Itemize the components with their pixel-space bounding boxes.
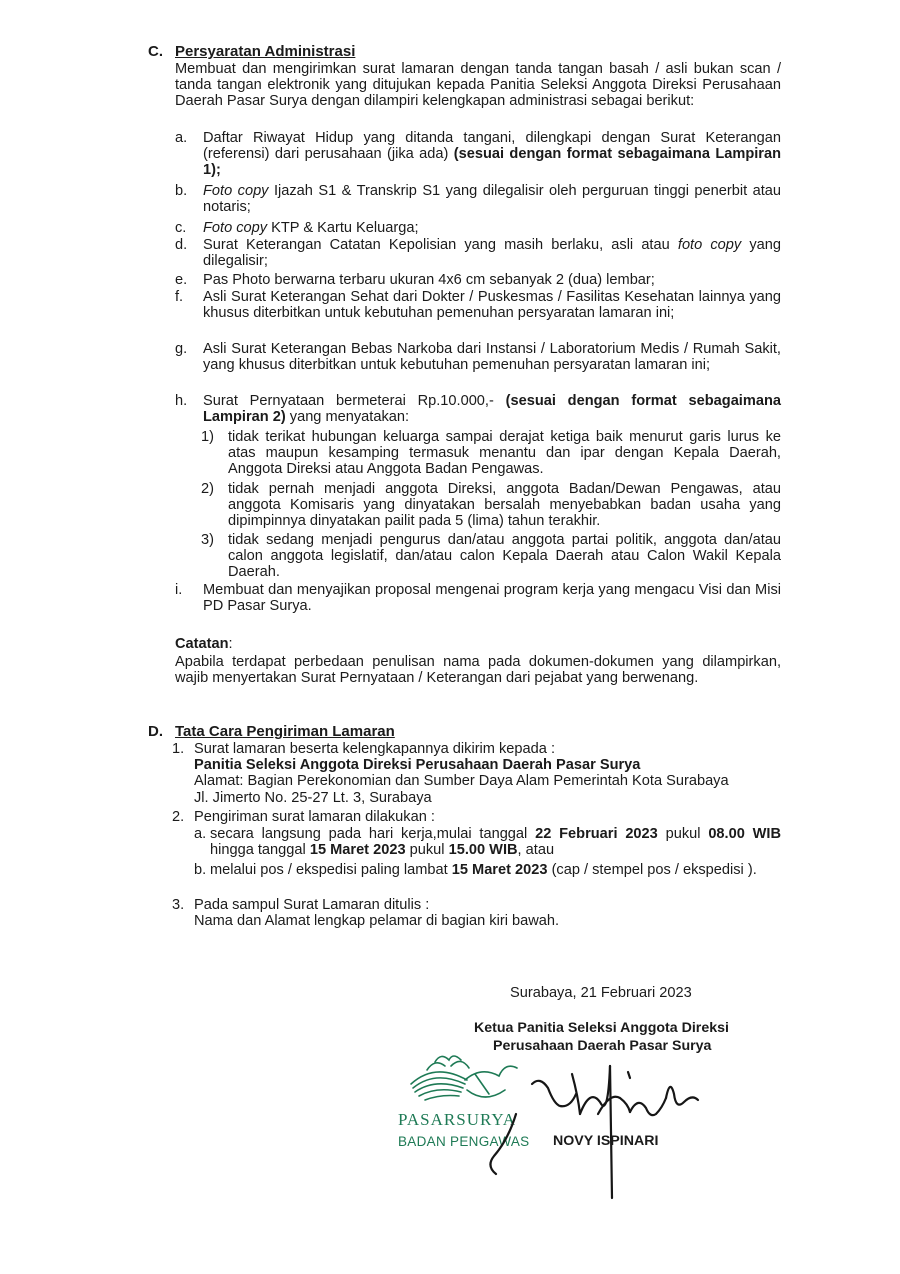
- list-marker: e.: [175, 272, 188, 288]
- text: melalui pos / ekspedisi paling lambat: [210, 862, 448, 878]
- list-item-text: Daftar Riwayat Hidup yang ditanda tangani, dilengkapi dengan Surat Keterangan (referensi) dari perusahaan (jika ada): [203, 130, 781, 163]
- section-c-letter: C.: [148, 43, 163, 60]
- list-item-a: [175, 130, 781, 179]
- step-3: [172, 897, 784, 929]
- note-title: Catatan: [175, 636, 229, 652]
- list-item-text-2: yang dilegalisir;: [203, 237, 782, 270]
- section-c-heading: [148, 44, 355, 60]
- list-item-text: KTP & Kartu Keluarga;: [271, 220, 419, 236]
- handwritten-signature-icon: [470, 1052, 720, 1202]
- step-marker: 3.: [172, 897, 185, 913]
- sub-item-h2: [201, 481, 781, 530]
- list-marker: h.: [175, 393, 188, 409]
- step-3-text-2: Nama dan Alamat lengkap pelamar di bagian kiri bawah.: [194, 913, 560, 930]
- sub-item-h3: [201, 532, 781, 581]
- step-2a: [194, 826, 781, 858]
- section-c-title: Persyaratan Administrasi: [175, 43, 356, 60]
- sub-item-text: tidak sedang menjadi pengurus dan/atau anggota partai politik, anggota dan/atau calon anggota legislatif, dan/atau calon Kepala Daerah atau Calon Wakil Kepala Daerah.: [228, 532, 781, 581]
- list-item-text: Ijazah S1 & Transkrip S1 yang dilegalisir oleh perguruan tinggi penerbit atau notaris;: [203, 183, 781, 216]
- text: , atau: [517, 842, 555, 859]
- list-item-bold: (sesuai dengan format sebagaimana Lampiran 2): [203, 393, 781, 426]
- list-item-bold: (sesuai dengan format sebagaimana Lampiran 1);: [203, 146, 782, 179]
- list-item-text: Surat Keterangan Catatan Kepolisian yang masih berlaku, asli atau: [203, 237, 670, 253]
- list-marker: i.: [175, 582, 183, 598]
- list-item-text: Membuat dan menyajikan proposal mengenai program kerja yang mengacu Visi dan Misi PD Pasar Surya.: [203, 582, 781, 615]
- step-1: [172, 741, 784, 806]
- text: secara langsung pada hari kerja,mulai tanggal: [210, 826, 528, 842]
- step-2-text: Pengiriman surat lamaran dilakukan :: [194, 809, 435, 825]
- note-text: Apabila terdapat perbedaan penulisan nama pada dokumen-dokumen yang dilampirkan, wajib menyertakan Surat Pernyataan / Keterangan dari pejabat yang berwenang.: [175, 654, 781, 687]
- addressee: Panitia Seleksi Anggota Direksi Perusahaan Daerah Pasar Surya: [194, 757, 641, 774]
- sub-item-text: tidak pernah menjadi anggota Direksi, anggota Badan/Dewan Pengawas, atau anggota Komisaris yang dinyatakan bersalah menyebabkan badan usaha yang dipimpinnya dinyatakan pailit pada 5 (lima) tahun terakhir.: [228, 481, 781, 530]
- section-c-intro: Membuat dan mengirimkan surat lamaran dengan tanda tangan basah / asli bukan scan / tanda tangan elektronik yang ditujukan kepada Panitia Seleksi Anggota Direksi Perusahaan Daerah Pasar Surya dengan dilampiri kelengkapan administrasi sebagai berikut:: [175, 61, 781, 110]
- list-marker: c.: [175, 220, 187, 236]
- step-marker: 1.: [172, 741, 185, 757]
- list-item-e: [175, 272, 781, 288]
- list-item-italic: foto copy: [677, 237, 742, 253]
- sub-item-h1: [201, 429, 781, 478]
- note-heading: [175, 636, 233, 652]
- address: Alamat: Bagian Perekonomian dan Sumber Daya Alam Pemerintah Kota Surabaya: [194, 773, 729, 790]
- list-marker: f.: [175, 289, 184, 305]
- list-item-b: [175, 183, 781, 215]
- section-d-title: Tata Cara Pengiriman Lamaran: [175, 723, 395, 740]
- place-date: Surabaya, 21 Februari 2023: [510, 985, 692, 1001]
- signer-name: NOVY ISPINARI: [553, 1133, 659, 1149]
- logo-subtitle: BADAN PENGAWAS: [398, 1134, 530, 1149]
- list-item-i: [175, 582, 781, 614]
- deadline: 15 Maret 2023: [451, 862, 548, 878]
- time-end: 15.00 WIB: [448, 842, 518, 859]
- signer-title-line-1: Ketua Panitia Seleksi Anggota Direksi: [474, 1020, 729, 1036]
- list-marker: d.: [175, 237, 188, 253]
- list-item-text: Asli Surat Keterangan Sehat dari Dokter / Puskesmas / Fasilitas Kesehatan lainnya yang khusus diterbitkan untuk kebutuhan pemenuhan persyaratan lamaran ini;: [203, 289, 781, 322]
- section-d-heading: [148, 724, 395, 740]
- sub-marker: a.: [194, 826, 207, 842]
- sub-marker: 3): [201, 532, 214, 548]
- text: pukul: [665, 826, 701, 842]
- list-marker: b.: [175, 183, 188, 199]
- step-1-text: Surat lamaran beserta kelengkapannya dikirim kepada :: [194, 741, 555, 757]
- list-item-g: [175, 341, 781, 373]
- step-3-text: Pada sampul Surat Lamaran ditulis :: [194, 897, 430, 913]
- text: (cap / stempel pos / ekspedisi ).: [551, 862, 757, 878]
- step-marker: 2.: [172, 809, 185, 825]
- step-2: [172, 809, 784, 825]
- text: hingga tanggal: [210, 842, 306, 859]
- list-item-italic: Foto copy: [203, 220, 268, 236]
- sub-marker: b.: [194, 862, 207, 878]
- section-d-letter: D.: [148, 723, 163, 740]
- sub-item-text: tidak terikat hubungan keluarga sampai derajat ketiga baik menurut garis lurus ke atas maupun kesamping termasuk menantu dan ipar dengan Kepala Daerah, Anggota Direksi atau Anggota Badan Pengawas.: [228, 429, 781, 478]
- sub-marker: 2): [201, 481, 214, 497]
- note-colon: :: [228, 636, 233, 652]
- time-start: 08.00 WIB: [708, 826, 782, 842]
- list-item-c: [175, 220, 781, 236]
- list-item-f: [175, 289, 781, 321]
- signer-title-line-2: Perusahaan Daerah Pasar Surya: [493, 1038, 712, 1054]
- street: Jl. Jimerto No. 25-27 Lt. 3, Surabaya: [194, 789, 432, 806]
- list-item-text: Pas Photo berwarna terbaru ukuran 4x6 cm sebanyak 2 (dua) lembar;: [203, 272, 655, 288]
- list-item-d: [175, 237, 781, 269]
- list-item-text: Asli Surat Keterangan Bebas Narkoba dari Instansi / Laboratorium Medis / Rumah Sakit, yang khusus diterbitkan untuk kebutuhan pemenuhan persyaratan lamaran ini;: [203, 341, 781, 374]
- list-marker: g.: [175, 341, 188, 357]
- list-marker: a.: [175, 130, 188, 146]
- date-start: 22 Februari 2023: [535, 826, 658, 842]
- date-end: 15 Maret 2023: [309, 842, 406, 859]
- text: pukul: [409, 842, 445, 859]
- list-item-text-2: yang menyatakan:: [289, 409, 410, 426]
- list-item-h: [175, 393, 781, 425]
- list-item-italic: Foto copy: [203, 183, 269, 199]
- logo-name: PASARSURYA: [398, 1110, 517, 1129]
- list-item-text: Surat Pernyataan bermeterai Rp.10.000,-: [203, 393, 494, 409]
- sub-marker: 1): [201, 429, 214, 445]
- step-2b: [194, 862, 781, 878]
